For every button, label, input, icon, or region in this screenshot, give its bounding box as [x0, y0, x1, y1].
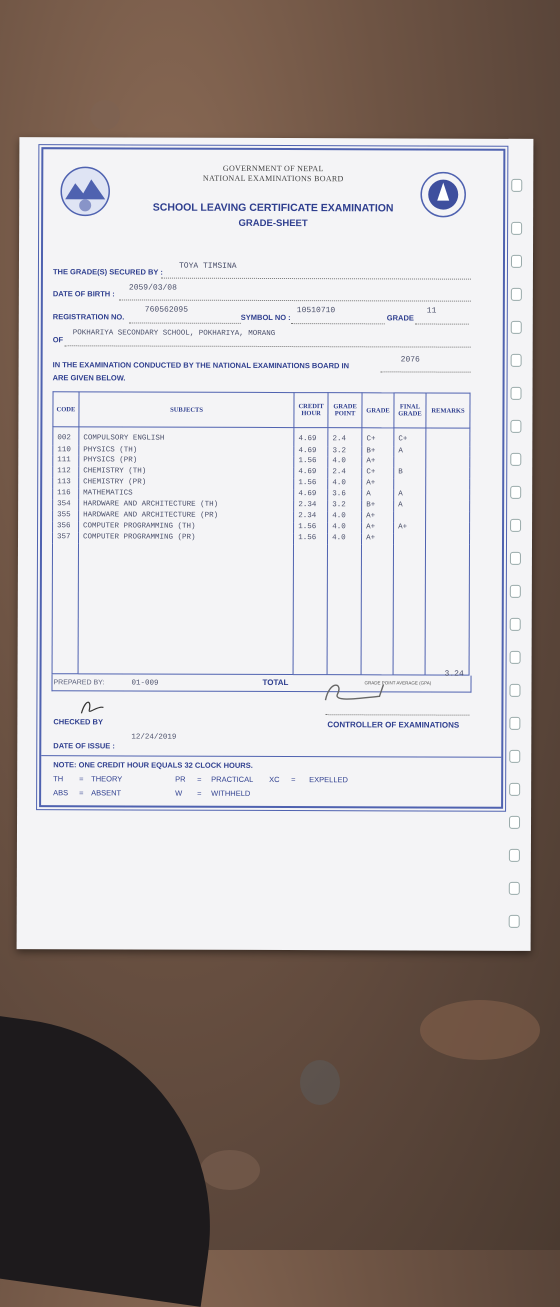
cell-code: 002 — [53, 427, 79, 445]
filler-cell — [327, 544, 361, 675]
grade-sheet-paper — [17, 137, 534, 951]
checked-by-label: CHECKED BY — [53, 717, 103, 727]
pinhole — [510, 585, 521, 598]
pinhole — [510, 486, 521, 499]
pinhole — [510, 519, 521, 532]
cell-credit: 1.56 — [294, 457, 328, 468]
pinhole — [511, 288, 522, 301]
checker-signature — [77, 697, 107, 717]
cell-code: 355 — [53, 510, 79, 521]
pinhole — [511, 255, 522, 268]
cell-final: A — [394, 446, 426, 457]
cell-code: 112 — [53, 467, 79, 478]
legend-xc-eq: = — [291, 775, 296, 785]
pinhole — [511, 387, 522, 400]
legend-xc-text: EXPELLED — [309, 775, 348, 785]
dob-value: 2059/03/08 — [128, 283, 177, 293]
document-title: SCHOOL LEAVING CERTIFICATE EXAMINATION — [152, 201, 394, 215]
cell-grade: B+ — [362, 446, 394, 457]
cell-gp: 4.0 — [328, 511, 362, 522]
pinhole — [509, 717, 520, 730]
cell-credit: 2.34 — [294, 511, 328, 522]
cell-subject: HARDWARE AND ARCHITECTURE (TH) — [79, 500, 294, 512]
school-value: POKHARIYA SECONDARY SCHOOL, POKHARIYA, MORANG — [72, 329, 276, 338]
cell-remarks — [426, 512, 470, 523]
cell-grade: C+ — [362, 428, 394, 446]
cell-code: 356 — [53, 521, 79, 532]
cell-gp: 2.4 — [328, 428, 362, 446]
symbol-value: 10510710 — [296, 306, 336, 316]
cell-grade: A+ — [362, 479, 394, 490]
table-header-row — [53, 392, 470, 428]
cell-subject: PHYSICS (TH) — [79, 445, 294, 457]
cell-subject: CHEMISTRY (PR) — [79, 478, 294, 490]
legend-w-eq: = — [197, 788, 202, 798]
controller-signature — [319, 676, 409, 708]
cell-grade: A+ — [362, 457, 394, 468]
cell-grade: B+ — [362, 501, 394, 512]
header-grade: GRADE — [362, 393, 394, 428]
symbol-label: SYMBOL NO : — [240, 312, 291, 323]
cell-grade: C+ — [362, 468, 394, 479]
cell-final: A — [394, 490, 426, 501]
legend-abs-text: ABSENT — [91, 788, 122, 798]
issue-date-label: DATE OF ISSUE : — [53, 741, 115, 751]
legend-w-text: WITHHELD — [211, 788, 251, 798]
pinhole — [510, 651, 521, 664]
legend-th-eq: = — [79, 774, 84, 784]
cell-final: A — [394, 501, 426, 512]
cell-grade: A+ — [362, 533, 394, 544]
cell-grade: A — [362, 490, 394, 501]
cell-remarks — [426, 468, 470, 479]
legend-abs-eq: = — [79, 788, 84, 798]
total-label: TOTAL — [262, 677, 289, 688]
exam-text: IN THE EXAMINATION CONDUCTED BY THE NATIONAL EXAMINATIONS BOARD IN — [52, 360, 350, 371]
pinhole — [509, 882, 520, 895]
cell-subject: COMPULSORY ENGLISH — [79, 427, 294, 446]
filler-cell — [393, 544, 425, 675]
pinhole — [510, 618, 521, 631]
cell-code: 110 — [53, 445, 79, 456]
cell-remarks — [426, 446, 470, 457]
pinhole — [510, 552, 521, 565]
cell-subject: COMPUTER PROGRAMMING (PR) — [78, 532, 293, 544]
header-credit-hour: CREDIT HOUR — [294, 393, 328, 428]
header-line-2: NATIONAL EXAMINATIONS BOARD — [202, 173, 344, 184]
cell-subject: CHEMISTRY (TH) — [79, 467, 294, 479]
cell-credit: 1.56 — [294, 478, 328, 489]
cell-credit: 1.56 — [294, 522, 328, 533]
pinhole — [511, 354, 522, 367]
exam-year-line — [381, 361, 471, 372]
cell-code: 116 — [53, 489, 79, 500]
cell-credit: 1.56 — [294, 533, 328, 544]
cell-remarks — [426, 428, 470, 446]
controller-line — [325, 712, 469, 716]
filler-cell — [293, 544, 327, 675]
cell-code: 113 — [53, 478, 79, 489]
grade-label: GRADE — [386, 313, 414, 323]
gpa-value: 3.24 — [444, 669, 464, 679]
controller-label: CONTROLLER OF EXAMINATIONS — [327, 720, 460, 730]
grade-sheet-frame — [39, 147, 505, 809]
header-final-grade: FINAL GRADE — [394, 393, 426, 428]
prepared-by-value: 01-009 — [131, 679, 159, 688]
cell-gp: 4.0 — [328, 533, 362, 544]
legend-abs: ABS — [53, 788, 69, 798]
cell-credit: 4.69 — [294, 489, 328, 500]
dob-label: DATE OF BIRTH : — [52, 289, 115, 299]
legend-pr-eq: = — [197, 774, 202, 784]
pinhole — [509, 783, 520, 796]
header-remarks: REMARKS — [426, 393, 470, 428]
given-below-text: ARE GIVEN BELOW. — [52, 373, 126, 383]
legend-pr-text: PRACTICAL — [211, 774, 254, 784]
cell-gp: 4.0 — [328, 479, 362, 490]
legend-th-text: THEORY — [91, 774, 123, 784]
cell-gp: 4.0 — [328, 457, 362, 468]
cell-credit: 4.69 — [294, 428, 328, 446]
cell-grade: A+ — [362, 522, 394, 533]
grade-line — [415, 313, 469, 324]
document-subtitle: GRADE-SHEET — [238, 217, 308, 230]
header-subjects: SUBJECTS — [79, 392, 294, 428]
filler-cell — [361, 544, 393, 675]
grades-table — [52, 391, 471, 675]
dark-shadow-object — [0, 1013, 237, 1307]
cell-final: C+ — [394, 428, 426, 446]
name-label: THE GRADE(S) SECURED BY : — [52, 267, 163, 277]
legend-xc: XC — [269, 774, 280, 785]
cell-final: A+ — [394, 523, 426, 534]
cell-remarks — [426, 523, 470, 534]
registration-label: REGISTRATION NO. — [52, 312, 125, 322]
cell-code: 111 — [53, 456, 79, 467]
header-code: CODE — [53, 392, 79, 427]
note-divider — [41, 755, 501, 758]
student-name: TOYA TIMSINA — [178, 261, 237, 271]
cell-remarks — [426, 490, 470, 501]
cell-credit: 4.69 — [294, 446, 328, 457]
cell-credit: 2.34 — [294, 500, 328, 511]
perforation-strip — [509, 169, 526, 949]
cell-subject: HARDWARE AND ARCHITECTURE (PR) — [79, 510, 294, 522]
cell-grade: A+ — [362, 511, 394, 522]
pinhole — [509, 915, 520, 928]
cell-remarks — [426, 501, 470, 512]
table-filler-row — [52, 543, 469, 675]
header-line-1: GOVERNMENT OF NEPAL — [222, 163, 324, 174]
pinhole — [511, 222, 522, 235]
gpa-label: GRADE POINT AVERAGE (GPA) — [364, 680, 432, 686]
cell-code: 354 — [53, 499, 79, 510]
cell-subject: MATHEMATICS — [79, 489, 294, 501]
prepared-by-label: PREPARED BY: — [53, 679, 105, 687]
pinhole — [511, 321, 522, 334]
cell-credit: 4.69 — [294, 467, 328, 478]
cell-final — [394, 533, 426, 544]
cell-gp: 3.2 — [328, 446, 362, 457]
cell-code: 357 — [53, 532, 79, 543]
issue-date-value: 12/24/2019 — [131, 733, 177, 742]
filler-cell — [78, 543, 294, 674]
pinhole — [509, 849, 520, 862]
registration-value: 760562095 — [144, 305, 189, 315]
cell-gp: 2.4 — [328, 468, 362, 479]
credit-note: NOTE: ONE CREDIT HOUR EQUALS 32 CLOCK HOURS. — [53, 760, 253, 770]
cell-subject: PHYSICS (PR) — [79, 456, 294, 468]
grade-value: 11 — [426, 306, 437, 316]
cell-gp: 3.2 — [328, 500, 362, 511]
pinhole — [511, 179, 522, 192]
cell-final — [394, 457, 426, 468]
cell-remarks — [425, 534, 469, 545]
of-label: OF — [52, 335, 64, 345]
cell-final: B — [394, 468, 426, 479]
header-grade-point: GRADE POINT — [328, 393, 362, 428]
legend-w: W — [175, 788, 183, 798]
pinhole — [510, 420, 521, 433]
pinhole — [509, 684, 520, 697]
pinhole — [509, 750, 520, 763]
pinhole — [509, 816, 520, 829]
cell-remarks — [426, 457, 470, 468]
cell-final — [394, 512, 426, 523]
pinhole — [510, 453, 521, 466]
table-row — [53, 427, 470, 447]
cell-subject: COMPUTER PROGRAMMING (TH) — [79, 521, 294, 533]
cell-remarks — [426, 479, 470, 490]
cell-gp: 3.6 — [328, 489, 362, 500]
filler-cell — [52, 543, 78, 674]
cell-gp: 4.0 — [328, 522, 362, 533]
legend-pr: PR — [175, 774, 186, 784]
filler-cell — [425, 545, 469, 676]
exam-year: 2076 — [400, 355, 420, 365]
cell-final — [394, 479, 426, 490]
legend-th: TH — [53, 774, 64, 784]
